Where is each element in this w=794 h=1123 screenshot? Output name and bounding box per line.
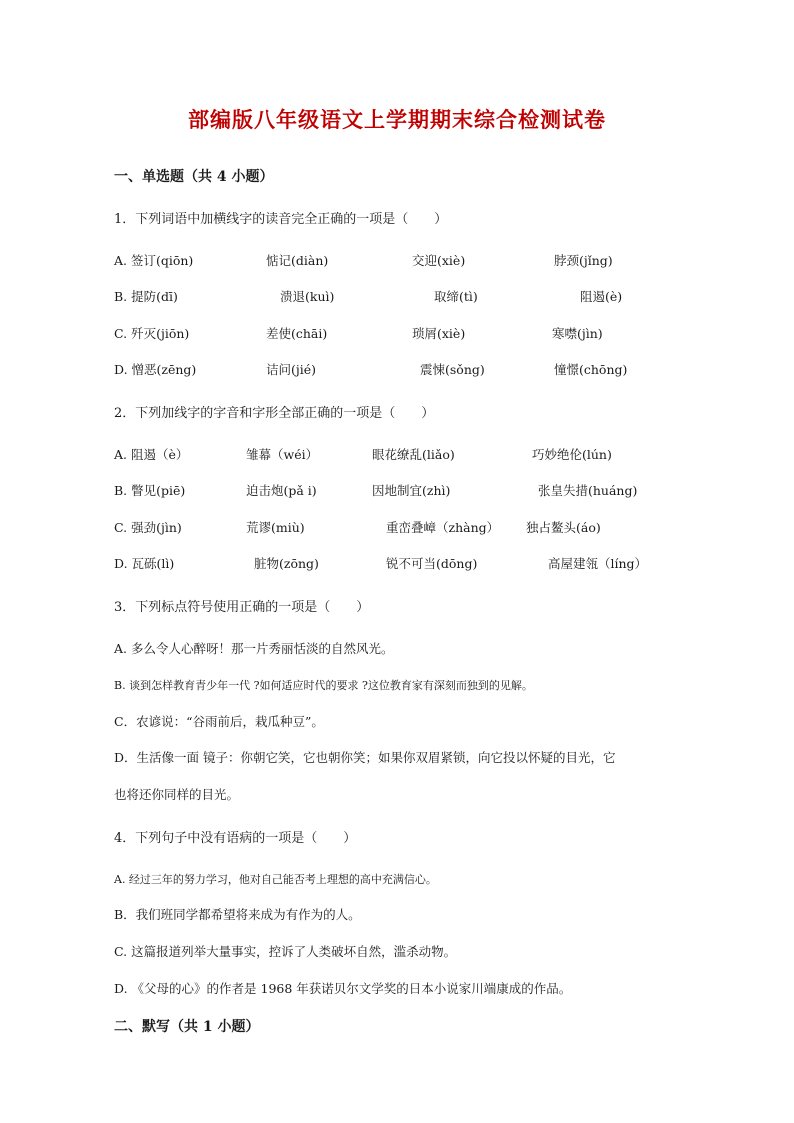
question-2-stem: 2．下列加线字的字音和字形全部正确的一项是（ ） [114,406,435,421]
option-cell: B. 提防(dī) [114,289,178,304]
option-cell: 高屋建瓴（líng） [548,556,648,571]
option-cell: 独占鳌头(áo) [526,520,601,535]
option-cell: 差使(chāi) [266,326,328,341]
option-cell: A. 签订(qiōn) [114,253,194,268]
option-cell: C. 歼灭(jiōn) [114,326,190,341]
section-heading-single-choice: 一、单选题（共 4 小题） [114,169,274,185]
question-2-option-a[interactable] [114,445,694,463]
option-cell: 脏物(zōng) [254,556,319,571]
option-cell: 交迎(xiè) [412,253,466,268]
option-cell: 因地制宜(zhì) [372,483,451,498]
question-4-option-d[interactable]: D. 《父母的心》的作者是 1968 年获诺贝尔文学奖的日本小说家川端康成的作品。 [114,981,572,996]
question-1-option-a[interactable] [114,251,694,269]
option-cell: A. 阻遏（è） [114,447,189,462]
question-3-stem: 3．下列标点符号使用正确的一项是（ ） [114,600,370,615]
option-cell: 锐不可当(dōng) [386,556,478,571]
option-cell: 迫击炮(pǎ i) [246,483,317,498]
option-cell: 溃退(kuì) [280,289,335,304]
option-cell: 阻遏(è) [580,289,623,304]
question-1-option-d[interactable] [114,360,694,378]
page-title: 部编版八年级语文上学期期末综合检测试卷 [188,107,606,132]
question-2-option-c[interactable] [114,518,694,536]
option-cell: 诘问(jié) [266,362,317,377]
option-cell: 震悚(sǒng) [420,362,485,377]
question-2-option-d[interactable] [114,554,694,572]
option-cell: 荒谬(miù) [246,520,305,535]
question-4-option-a[interactable]: A. 经过三年的努力学习，他对自己能否考上理想的高中充满信心。 [114,873,437,886]
option-cell: B. 瞥见(piē) [114,483,186,498]
option-cell: 巧妙绝伦(lún) [532,447,612,462]
question-1-option-b[interactable] [114,287,694,305]
option-cell: 惦记(diàn) [266,253,329,268]
question-4-option-b[interactable]: B．我们班同学都希望将来成为有作为的人。 [114,907,361,922]
option-cell: 重峦叠嶂（zhàng） [386,520,500,535]
option-cell: 琐屑(xiè) [412,326,466,341]
question-1-stem: 1．下列词语中加横线字的读音完全正确的一项是（ ） [114,212,448,227]
question-4-stem: 4．下列句子中没有语病的一项是（ ） [114,831,357,846]
question-4-option-c[interactable]: C. 这篇报道列举大量事实，控诉了人类破坏自然，滥杀动物。 [114,944,457,959]
option-cell: 眼花缭乱(liǎo) [372,447,455,462]
option-cell: 取缔(tì) [434,289,478,304]
question-3-option-b[interactable]: B. 谈到怎样教育青少年一代 ?如何适应时代的要求 ?这位教育家有深刻而独到的见解。 [114,679,533,692]
option-cell: 雏幕（wéi） [246,447,319,462]
question-2-option-b[interactable] [114,481,694,499]
question-3-option-a[interactable]: A. 多么令人心醉呀！那一片秀丽恬淡的自然风光。 [114,641,394,656]
option-cell: C. 强劲(jìn) [114,520,182,535]
section-heading-dictation: 二、默写（共 1 小题） [114,1019,260,1035]
question-3-option-c[interactable]: C．农谚说：“谷雨前后，栽瓜种豆”。 [114,714,324,729]
question-3-option-d[interactable]: D．生活像一面 镜子：你朝它笑，它也朝你笑；如果你双眉紧锁，向它投以怀疑的目光，它 [114,750,616,765]
option-cell: 张皇失措(huáng) [538,483,638,498]
question-3-option-d-continued: 也将还你同样的目光。 [114,787,240,802]
question-1-option-c[interactable] [114,324,694,342]
option-cell: D. 憎恶(zēng) [114,362,197,377]
option-cell: 寒噤(jìn) [552,326,603,341]
option-cell: D. 瓦砾(lì) [114,556,175,571]
option-cell: 脖颈(jǐng) [554,253,613,268]
option-cell: 憧憬(chōng) [554,362,628,377]
